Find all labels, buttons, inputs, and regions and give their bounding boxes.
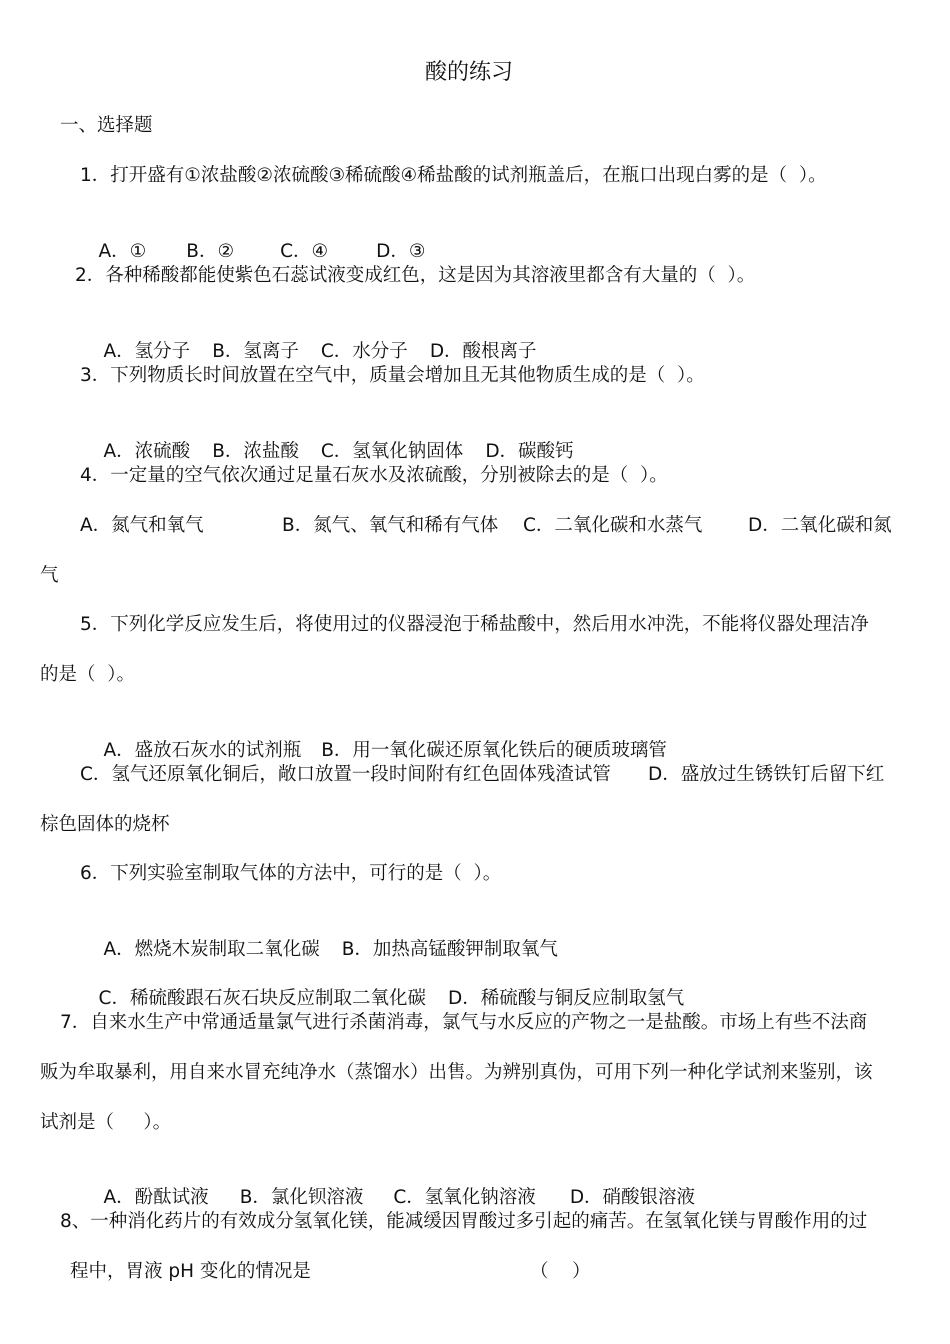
q4-option-c: C．二氧化碳和水蒸气 — [523, 515, 703, 536]
q4-option-a: A．氮气和氧气 — [80, 515, 204, 536]
q7-option-b: B．氯化钡溶液 — [239, 1187, 364, 1208]
q7-option-a: A．酚酞试液 — [103, 1187, 209, 1208]
page-title: 酸的练习 — [425, 60, 514, 85]
question-5-stem-cont: 的是（ ）。 — [40, 664, 136, 685]
question-8-stem: 8、一种消化药片的有效成分氢氧化镁，能减缓因胃酸过多引起的痛苦。在氢氧化镁与胃酸作用的过 — [60, 1211, 868, 1232]
q5-option-c: C．氢气还原氧化铜后，敞口放置一段时间附有红色固体残渣试管 — [80, 764, 611, 785]
question-2-stem: 2．各种稀酸都能使紫色石蕊试液变成红色，这是因为其溶液里都含有大量的（ ）。 — [75, 265, 756, 286]
q2-option-a: A．氢分子 — [103, 341, 191, 362]
q7-option-d: D．硝酸银溶液 — [569, 1187, 696, 1208]
q1-option-c: C．④ — [280, 241, 329, 262]
section-heading: 一、选择题 — [60, 115, 153, 136]
question-8-stem-cont: 程中，胃液 pH 变化的情况是 — [70, 1261, 311, 1282]
q5-option-d: D．盛放过生锈铁钉后留下红 — [648, 764, 885, 785]
q6-option-a: A．燃烧木炭制取二氧化碳 — [103, 939, 320, 960]
q2-option-d: D．酸根离子 — [429, 341, 537, 362]
question-7-stem: 7．自来水生产中常通适量氯气进行杀菌消毒，氯气与水反应的产物之一是盐酸。市场上有些不法商 — [60, 1012, 868, 1033]
question-3-stem: 3．下列物质长时间放置在空气中，质量会增加且无其他物质生成的是（ ）。 — [80, 365, 705, 386]
q3-option-a: A．浓硫酸 — [103, 441, 191, 462]
question-6-stem: 6．下列实验室制取气体的方法中，可行的是（ ）。 — [80, 863, 502, 884]
question-7-stem-end: 试剂是（ ）。 — [40, 1112, 172, 1133]
q6-option-b: B．加热高锰酸钾制取氧气 — [341, 939, 558, 960]
q3-option-d: D．碳酸钙 — [485, 441, 574, 462]
q5-option-d-cont: 棕色固体的烧杯 — [40, 814, 170, 835]
q4-option-b: B．氮气、氧气和稀有气体 — [282, 515, 499, 536]
q4-option-d-wrap: 气 — [40, 565, 59, 586]
q4-option-d: D．二氧化碳和氮 — [748, 515, 892, 536]
q3-option-b: B．浓盐酸 — [212, 441, 299, 462]
q7-option-c: C．氢氧化钠溶液 — [393, 1187, 536, 1208]
q1-option-a: A．① — [98, 241, 147, 262]
question-7-stem-cont: 贩为牟取暴利，用自来水冒充纯净水（蒸馏水）出售。为辨别真伪，可用下列一种化学试剂来鉴别，该 — [40, 1062, 873, 1083]
q6-option-d: D．稀硫酸与铜反应制取氢气 — [447, 988, 685, 1009]
q6-option-c: C．稀硫酸跟石灰石块反应制取二氧化碳 — [98, 988, 426, 1009]
q5-option-b: B．用一氧化碳还原氧化铁后的硬质玻璃管 — [321, 740, 667, 761]
q2-option-b: B．氢离子 — [212, 341, 299, 362]
question-8-answer-blank: （ ） — [530, 1261, 591, 1282]
q5-option-a: A．盛放石灰水的试剂瓶 — [103, 740, 302, 761]
question-5-stem: 5．下列化学反应发生后，将使用过的仪器浸泡于稀盐酸中，然后用水冲洗，不能将仪器处理洁净 — [80, 614, 869, 635]
question-4-stem: 4．一定量的空气依次通过足量石灰水及浓硫酸，分别被除去的是（ ）。 — [80, 465, 668, 486]
q1-option-d: D．③ — [376, 241, 426, 262]
q2-option-c: C．水分子 — [320, 341, 408, 362]
q3-option-c: C．氢氧化钠固体 — [320, 441, 464, 462]
q1-option-b: B．② — [186, 241, 235, 262]
question-1-stem: 1．打开盛有①浓盐酸②浓硫酸③稀硫酸④稀盐酸的试剂瓶盖后，在瓶口出现白雾的是（ ）。 — [80, 165, 827, 186]
